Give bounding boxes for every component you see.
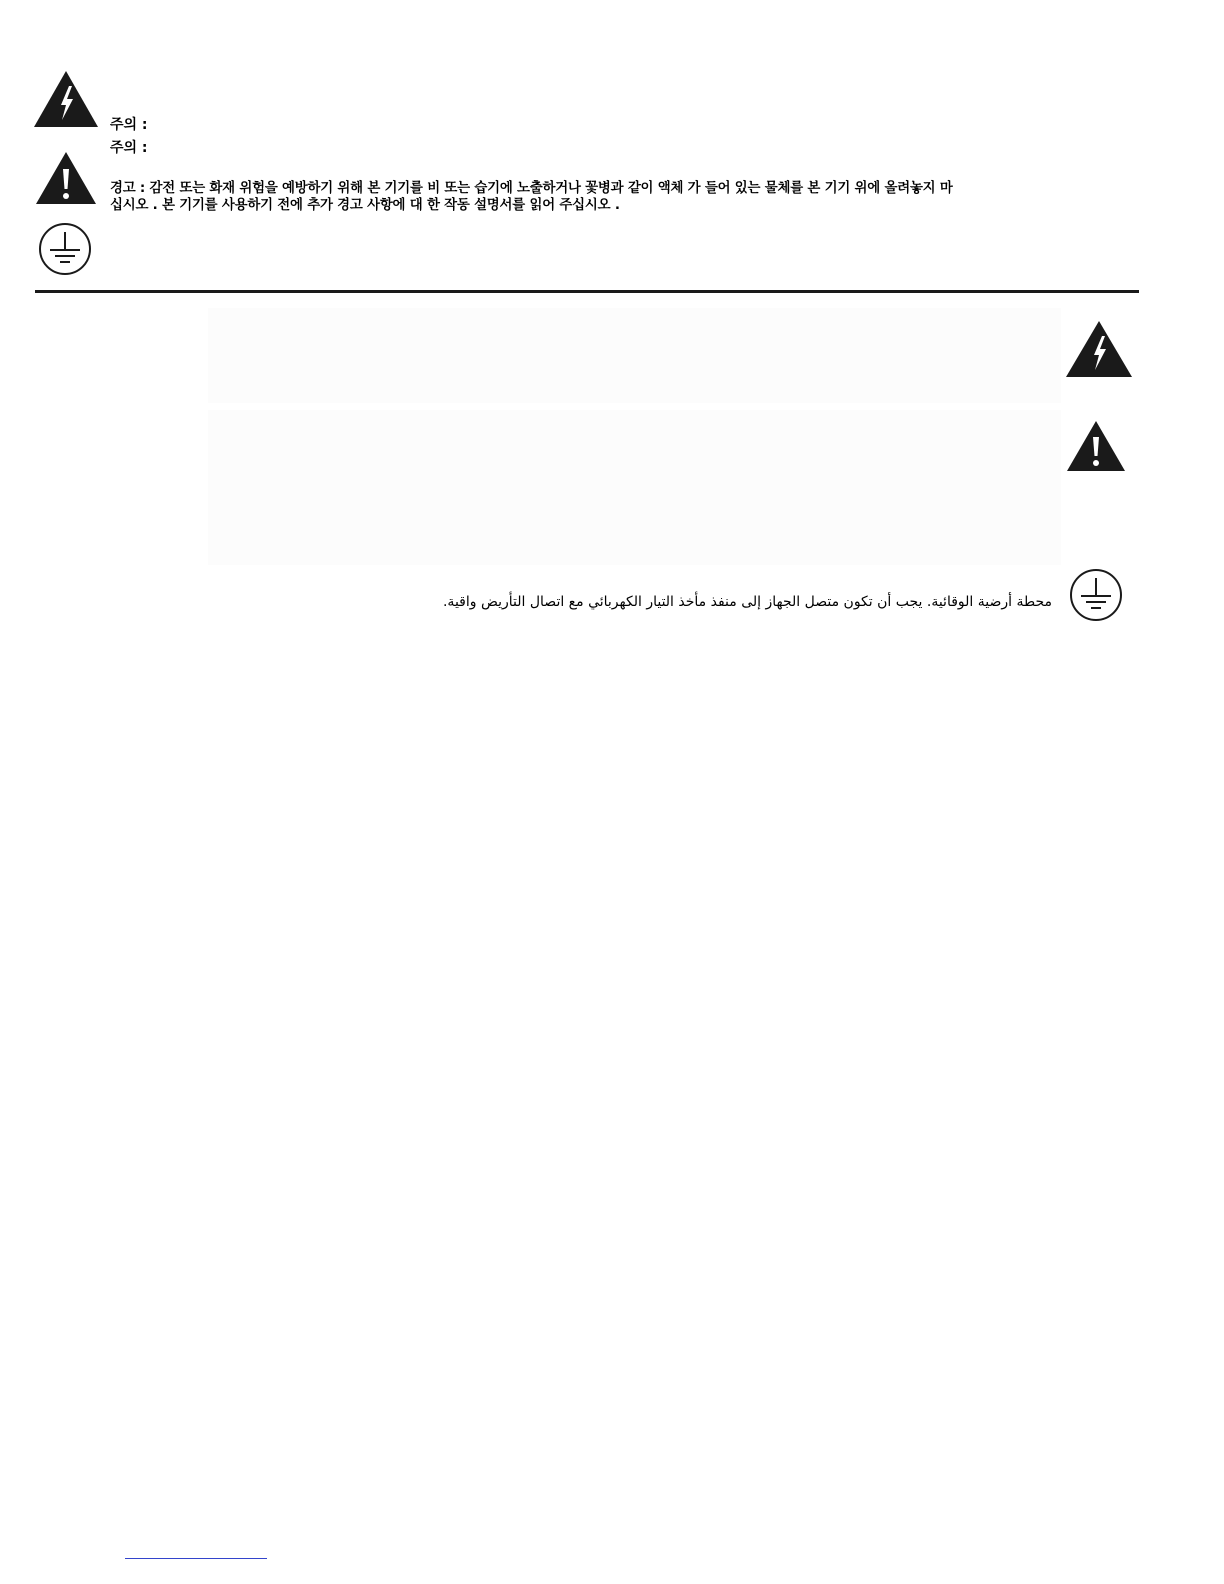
caution-label-1: 주의 : xyxy=(110,117,148,133)
footer-link-underline[interactable] xyxy=(125,1558,267,1559)
warning-line-1: 경고 : 감전 또는 화재 위험을 예방하기 위해 본 기기를 비 또는 습기에 노출하거나 꽃병과 같이 액체 가 들어 있는 물체를 본 기기 위에 올려놓지 마 xyxy=(110,181,953,196)
electric-shock-warning-icon xyxy=(33,70,99,128)
warning-paragraph xyxy=(110,180,1140,214)
warning-line-2: 십시오 . 본 기기를 사용하기 전에 추가 경고 사항에 대 한 작동 설명서를 읽어 주십시오 . xyxy=(110,198,620,213)
exclamation-warning-icon xyxy=(1066,420,1126,472)
blank-text-block-2 xyxy=(208,410,1061,565)
electric-shock-warning-icon xyxy=(1065,320,1133,378)
protective-ground-icon xyxy=(1069,568,1123,622)
blank-text-block-1 xyxy=(208,308,1061,403)
exclamation-warning-icon xyxy=(35,151,97,205)
caution-label-2: 주의 : xyxy=(110,140,148,156)
arabic-ground-text: محطة أرضية الوقائية. يجب أن تكون متصل الجهاز إلى منفذ مأخذ التيار الكهربائي مع اتصال التأريض واقية. xyxy=(442,594,1052,610)
protective-ground-icon xyxy=(38,222,92,276)
section-divider xyxy=(35,290,1139,293)
